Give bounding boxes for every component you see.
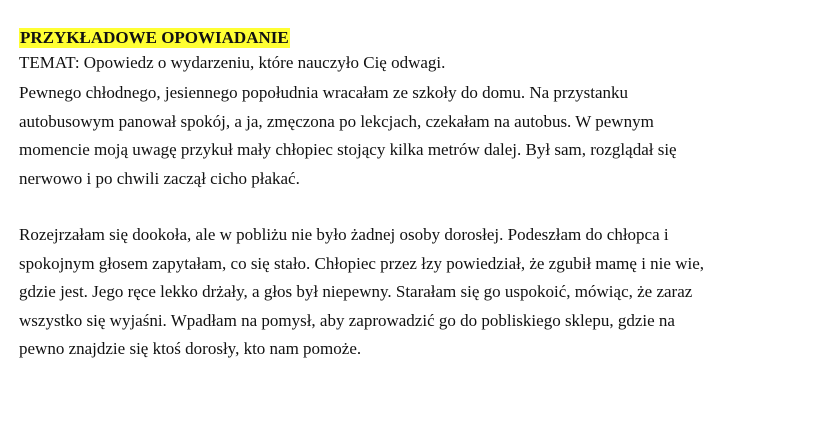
story-topic: TEMAT: Opowiedz o wydarzeniu, które nauczyło Cię odwagi. xyxy=(19,53,446,72)
paragraph-line: pewno znajdzie się ktoś dorosły, kto nam pomoże. xyxy=(19,339,362,358)
paragraph-1 xyxy=(19,79,811,193)
paragraph-line: wszystko się wyjaśni. Wpadłam na pomysł, aby zaprowadzić go do pobliskiego sklepu, gdzie na xyxy=(19,310,675,330)
document-heading: PRZYKŁADOWE OPOWIADANIE xyxy=(20,28,289,47)
paragraph-line: momencie moją uwagę przykuł mały chłopiec stojący kilka metrów dalej. Był sam, rozglądał się xyxy=(19,140,677,159)
paragraph-line: Pewnego chłodnego, jesiennego popołudnia wracałam ze szkoły do domu. Na przystanku xyxy=(19,83,629,102)
paragraph-line: gdzie jest. Jego ręce lekko drżały, a głos był niepewny. Starałam się go uspokoić, mówiąc, że zaraz xyxy=(19,282,693,301)
document-content xyxy=(19,28,811,364)
paragraph-line: autobusowym panował spokój, a ja, zmęczona po lekcjach, czekałam na autobus. W pewnym xyxy=(19,111,654,131)
paragraph-line: nerwowo i po chwili zaczął cicho płakać. xyxy=(19,168,300,188)
paragraph-line: Rozejrzałam się dookoła, ale w pobliżu nie było żadnej osoby dorosłej. Podeszłam do chłopca i xyxy=(19,225,669,244)
paragraph-line: spokojnym głosem zapytałam, co się stało. Chłopiec przez łzy powiedział, że zgubił mamę i nie wie, xyxy=(19,253,704,273)
paragraph-2 xyxy=(19,221,811,364)
